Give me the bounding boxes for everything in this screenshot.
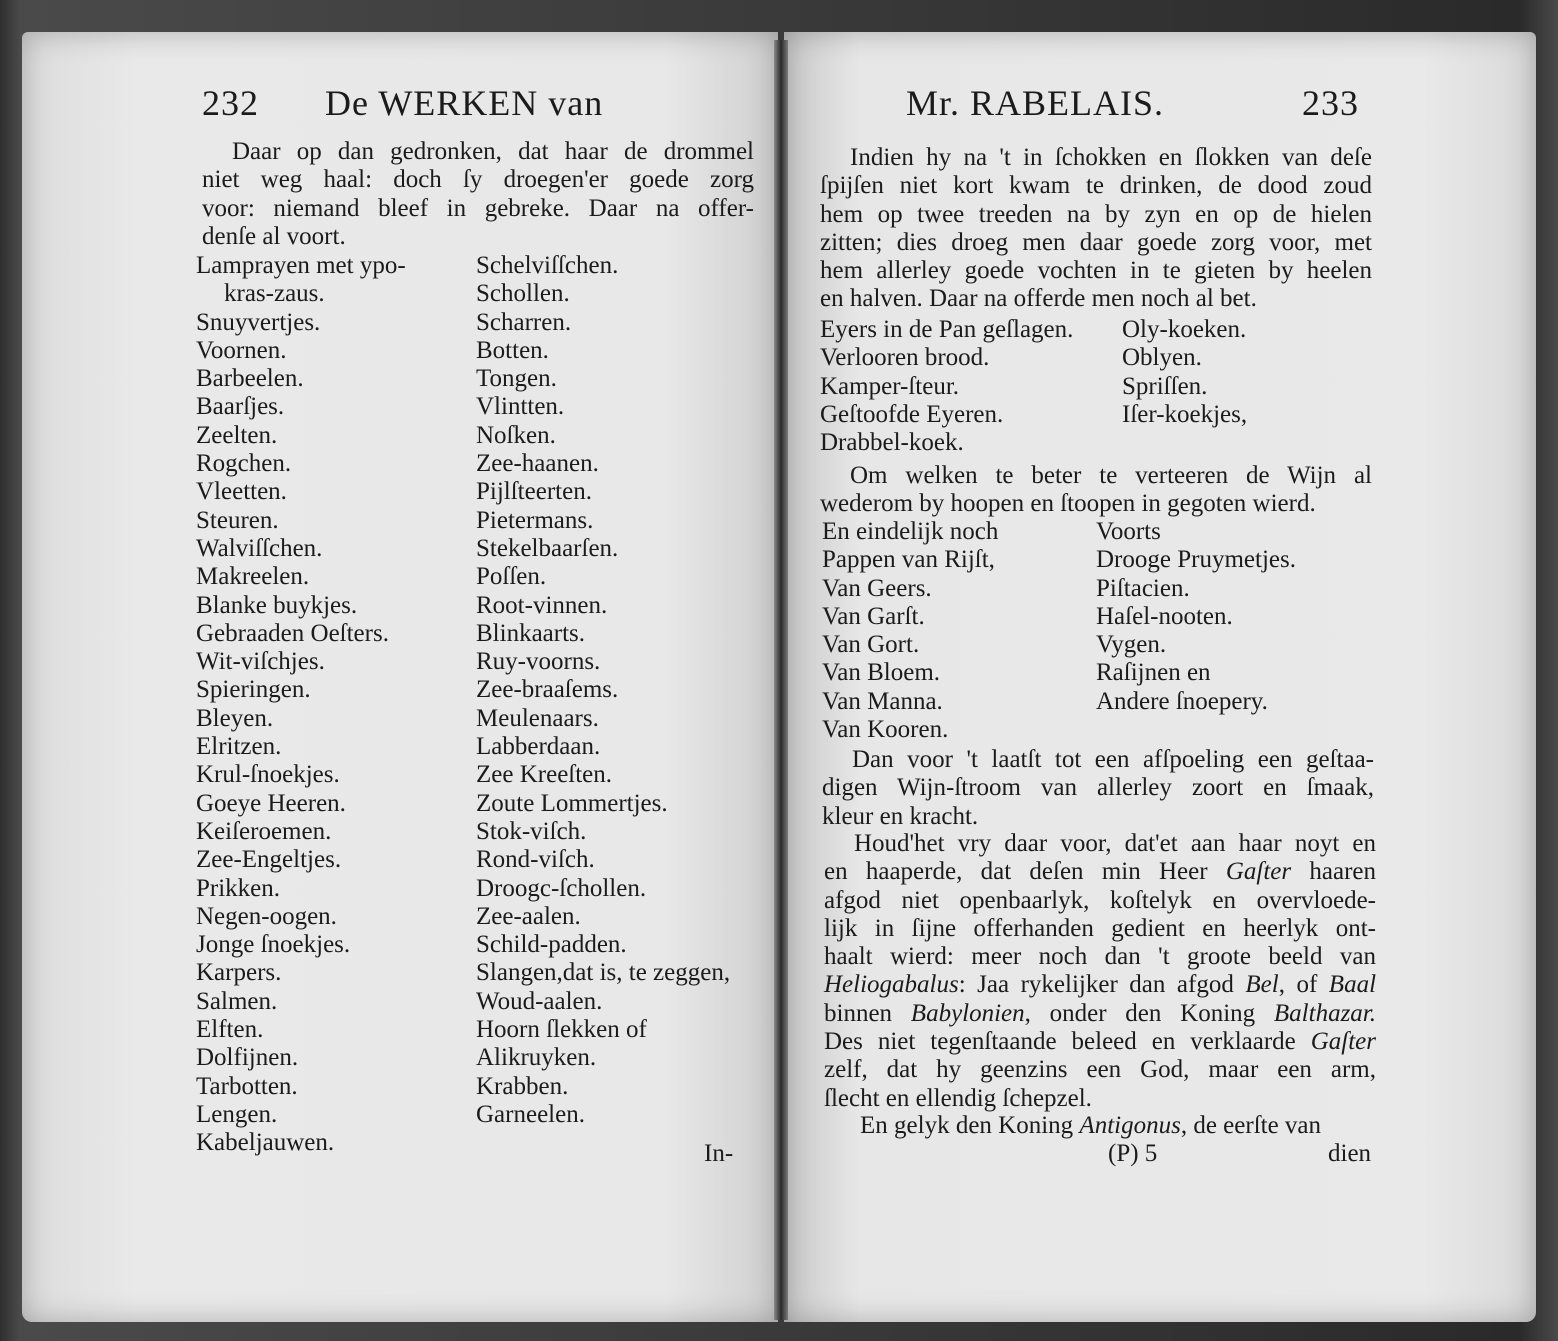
list-item: Van Manna.	[822, 687, 943, 715]
left-running-head: De WERKEN van	[325, 83, 604, 123]
para-line: kleur en kracht.	[822, 802, 979, 830]
list-item: Alikruyken.	[476, 1044, 597, 1072]
fish-list-column-1	[196, 252, 406, 1158]
list-item: Haſel-nooten.	[1096, 602, 1233, 630]
para-line: wederom by hoopen en ſtoopen in gegoten wierd.	[820, 490, 1316, 518]
para-line: binnen Babylonien, onder den Koning Balthazar.	[824, 999, 1377, 1027]
list-item: Zeelten.	[196, 421, 278, 449]
list-item: Spieringen.	[196, 676, 311, 704]
list-item: Snuyvertjes.	[196, 308, 321, 336]
list-item: Pappen van Rijſt,	[822, 546, 995, 574]
list-item: Drabbel-koek.	[820, 429, 964, 457]
list-item: Negen-oogen.	[196, 902, 337, 930]
list-item: Meulenaars.	[476, 704, 599, 732]
list-item: Keiſeroemen.	[196, 817, 332, 845]
list-item: Voornen.	[196, 336, 287, 364]
para-line: ſpijſen niet kort kwam te drinken, de dood zoud	[820, 172, 1372, 200]
list-item: Vleetten.	[196, 478, 287, 506]
list-item: Schild-padden.	[476, 931, 627, 959]
list-item: Zoute Lommertjes.	[476, 789, 668, 817]
dish-list-1-left	[820, 316, 1073, 457]
list-item: Zee-braaſems.	[476, 676, 619, 704]
para-line: ſlecht en ellendig ſchepzel.	[824, 1084, 1092, 1112]
list-item: Van Gort.	[822, 631, 920, 659]
para-line: Indien hy na 't in ſchokken en ſlokken van deſe	[850, 144, 1372, 171]
fish-list-column-2	[476, 252, 730, 1129]
list-item: Goeye Heeren.	[196, 789, 346, 817]
list-item: Schelviſſchen.	[476, 252, 619, 279]
para-line: haalt wierd: meer noch dan 't groote beeld van	[824, 943, 1376, 971]
intro-line: voor: niemand bleef in gebreke. Daar na offer-	[202, 194, 754, 222]
list-item: Botten.	[476, 336, 549, 364]
list-item: Salmen.	[196, 987, 278, 1015]
list-item: Rogchen.	[196, 450, 292, 478]
para-line: zelf, dat hy geenzins een God, maar een arm,	[824, 1056, 1376, 1084]
intro-line: denſe al voort.	[202, 222, 346, 250]
list-item: Poſſen.	[476, 563, 547, 591]
list-item: Jonge ſnoekjes.	[196, 931, 351, 959]
list-item: Scharren.	[476, 308, 572, 336]
list-item: Wit-viſchjes.	[196, 648, 325, 676]
list-item: Makreelen.	[196, 563, 310, 591]
list-item: Piſtacien.	[1096, 574, 1190, 602]
right-page-number: 233	[1302, 83, 1359, 123]
right-paragraph-2	[820, 462, 1372, 519]
right-paragraph-1	[820, 144, 1372, 314]
list-item: Krabben.	[476, 1072, 569, 1100]
signature-mark: (P) 5	[1108, 1140, 1158, 1167]
list-item: Schollen.	[476, 280, 570, 308]
dish-list-1-right	[1122, 316, 1247, 429]
list-item: Root-vinnen.	[476, 591, 608, 619]
list-item: Steuren.	[196, 506, 279, 534]
left-page-number: 232	[202, 83, 259, 123]
list-item: Verlooren brood.	[820, 344, 990, 372]
para-line: Houd'het vry daar voor, dat'et aan haar noyt en	[854, 830, 1376, 857]
list-item: Voorts	[1096, 518, 1161, 545]
right-paragraph-3	[822, 746, 1374, 831]
list-item: Elritzen.	[196, 733, 282, 761]
list-item: Ruy-voorns.	[476, 648, 601, 676]
list-item: Baarſjes.	[196, 393, 285, 421]
para-line: afgod niet openbaarlyk, koſtelyk en overvloede-	[824, 886, 1376, 914]
intro-line: niet weg haal: doch ſy droegen'er goede zorg	[202, 166, 754, 194]
list-item: Vygen.	[1096, 631, 1167, 659]
list-item: Slangen,dat is, te zeggen,	[476, 959, 731, 987]
para-line: hem allerley goede vochten in te gieten by heelen	[820, 257, 1372, 285]
list-item: Gebraaden Oeſters.	[196, 619, 389, 647]
list-item: Van Bloem.	[822, 659, 941, 687]
list-item: En eindelijk noch	[822, 518, 999, 545]
list-item: Karpers.	[196, 959, 282, 987]
list-item: Geſtoofde Eyeren.	[820, 400, 1004, 428]
left-catchword: In-	[704, 1140, 734, 1167]
list-item: Spriſſen.	[1122, 372, 1208, 400]
list-item: Pijlſteerten.	[476, 478, 592, 506]
list-item: Iſer-koekjes,	[1122, 400, 1248, 428]
right-paragraph-4	[824, 830, 1376, 1113]
list-item: Zee Kreeſten.	[476, 761, 613, 789]
dish-list-2-left	[822, 518, 998, 744]
list-item: Krul-ſnoekjes.	[196, 761, 340, 789]
para-line: Des niet tegenſtaande beleed en verklaarde Gaſter	[824, 1028, 1376, 1056]
list-item: Van Garſt.	[822, 602, 925, 630]
list-item: Van Kooren.	[822, 716, 949, 744]
book-gutter	[774, 40, 788, 1320]
list-item: Hoorn ſlekken of	[476, 1016, 647, 1044]
para-line: en halven. Daar na offerde men noch al bet.	[820, 285, 1257, 313]
list-item: Raſijnen en	[1096, 659, 1211, 687]
list-item: Rond-viſch.	[476, 846, 595, 874]
list-item: Vlintten.	[476, 393, 565, 421]
left-intro-paragraph	[202, 138, 754, 251]
list-item: Dolfijnen.	[196, 1044, 299, 1072]
right-catchword: dien	[1328, 1140, 1372, 1167]
list-item: Lengen.	[196, 1100, 278, 1128]
intro-line: Daar op dan gedronken, dat haar de drommel	[232, 138, 754, 165]
list-item: Garneelen.	[476, 1100, 585, 1128]
list-item: Lamprayen met ypo-	[196, 252, 406, 279]
list-item: Prikken.	[196, 874, 281, 902]
list-item: Barbeelen.	[196, 365, 304, 393]
para-line: Heliogabalus: Jaa rykelijker dan afgod Bel, of Baal	[824, 971, 1377, 999]
para-line: zitten; dies droeg men daar goede zorg voor, met	[820, 228, 1372, 256]
list-item: Zee-aalen.	[476, 902, 581, 930]
list-item: Oly-koeken.	[1122, 316, 1247, 343]
list-item: Walviſſchen.	[196, 534, 323, 562]
list-item: Drooge Pruymetjes.	[1096, 546, 1296, 574]
right-paragraph-5	[830, 1112, 1378, 1140]
para-line: digen Wijn-ſtroom van allerley zoort en ſmaak,	[822, 774, 1374, 802]
para-line: en haaperde, dat deſen min Heer Gaſter haaren	[824, 858, 1377, 886]
list-item: Zee-Engeltjes.	[196, 846, 342, 874]
list-item: Tongen.	[476, 365, 557, 393]
right-running-head: Mr. RABELAIS.	[906, 83, 1165, 123]
list-item: Andere ſnoepery.	[1096, 687, 1268, 715]
list-item: Stekelbaarſen.	[476, 534, 619, 562]
list-item: Labberdaan.	[476, 733, 601, 761]
list-item: kras-zaus.	[224, 280, 325, 308]
para-line: Dan voor 't laatſt tot een afſpoeling een geſtaa-	[852, 746, 1374, 773]
list-item: Kabeljauwen.	[196, 1129, 335, 1157]
para-line: En gelyk den Koning Antigonus, de eerſte van	[860, 1112, 1322, 1139]
para-line: hem op twee treeden na by zyn en op de hielen	[820, 200, 1372, 228]
list-item: Tarbotten.	[196, 1072, 298, 1100]
list-item: Kamper-ſteur.	[820, 372, 960, 400]
list-item: Zee-haanen.	[476, 450, 599, 478]
list-item: Noſken.	[476, 421, 556, 449]
para-line: lijk in ſijne offerhanden gedient en heerlyk ont-	[824, 914, 1376, 942]
list-item: Elften.	[196, 1016, 264, 1044]
list-item: Pietermans.	[476, 506, 594, 534]
list-item: Stok-viſch.	[476, 817, 587, 845]
list-item: Blanke buykjes.	[196, 591, 358, 619]
list-item: Eyers in de Pan geſlagen.	[820, 316, 1074, 343]
list-item: Woud-aalen.	[476, 987, 603, 1015]
list-item: Blinkaarts.	[476, 619, 586, 647]
list-item: Van Geers.	[822, 574, 932, 602]
para-line: Om welken te beter te verteeren de Wijn al	[850, 462, 1372, 489]
list-item: Oblyen.	[1122, 344, 1202, 372]
list-item: Droogc-ſchollen.	[476, 874, 647, 902]
list-item: Bleyen.	[196, 704, 274, 732]
dish-list-2-right	[1096, 518, 1296, 716]
